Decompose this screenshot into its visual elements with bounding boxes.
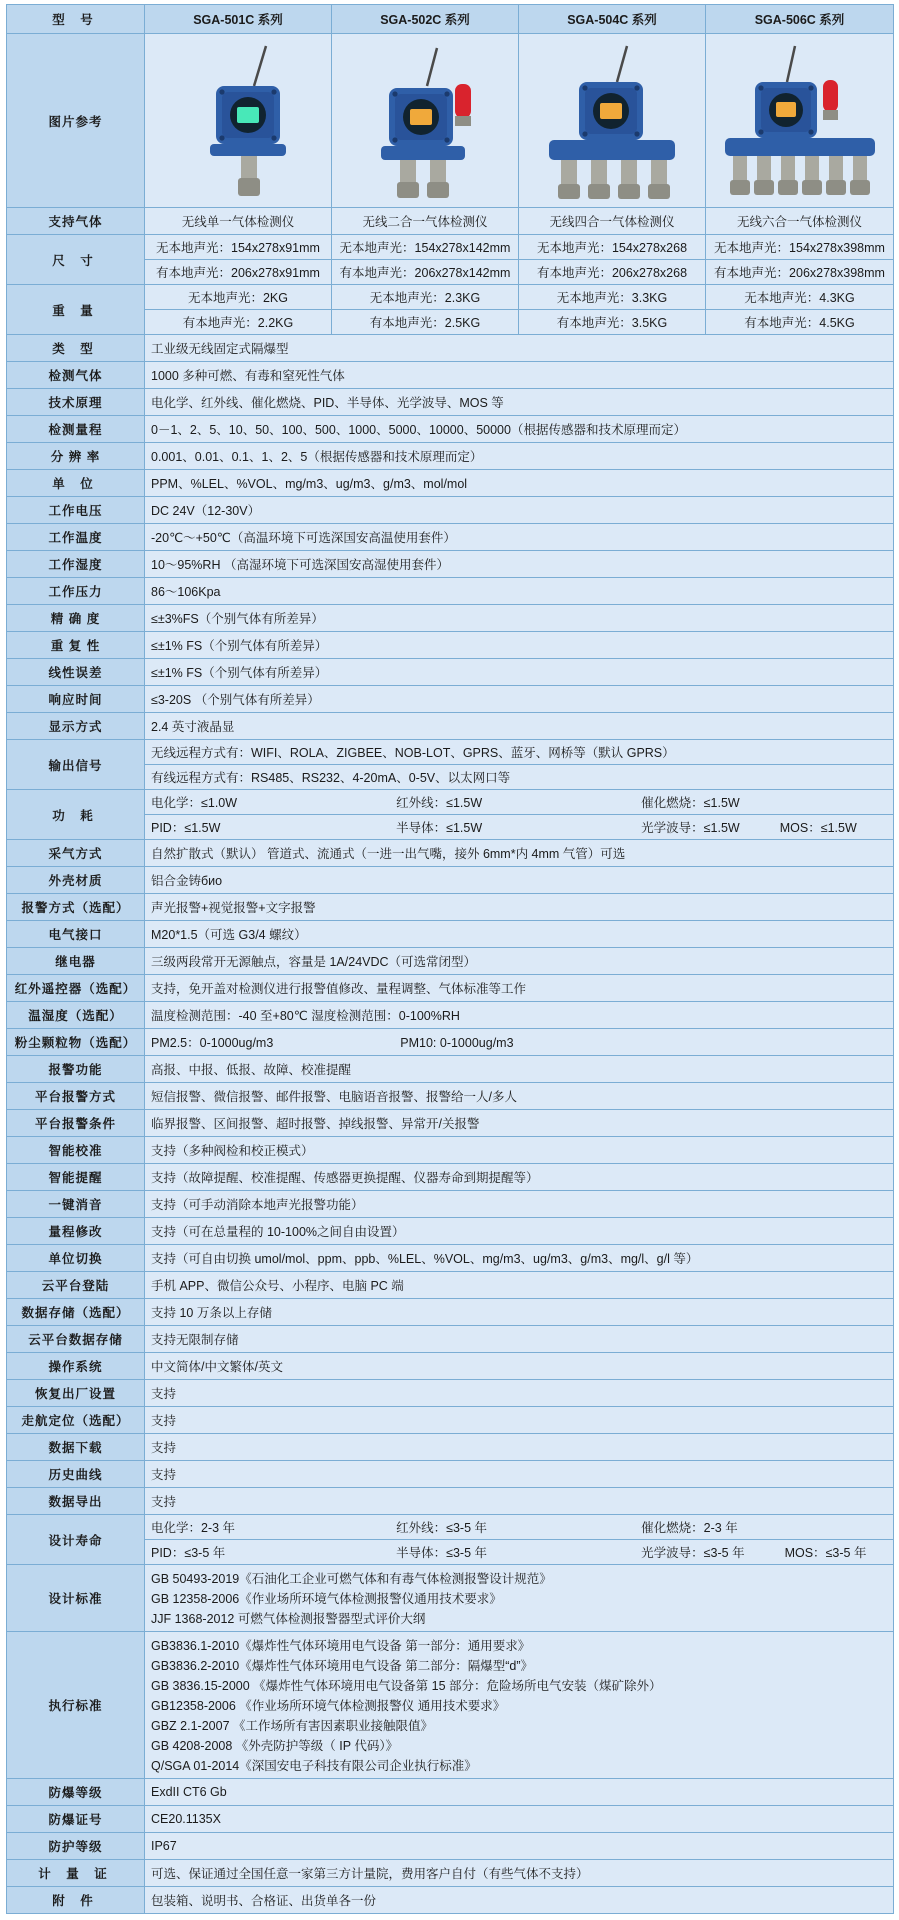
table-row-spec [7, 659, 894, 686]
row-label-alarm-mode: 报警方式（选配） [7, 894, 145, 921]
row-value-cloud-login: 手机 APP、微信公众号、小程序、电脑 PC 端 [145, 1272, 894, 1299]
row-value-alarm-mode: 声光报警+视觉报警+文字报警 [145, 894, 894, 921]
row-value-range-modify: 支持（可在总量程的 10-100%之间自由设置） [145, 1218, 894, 1245]
row-label-unit: 单 位 [7, 470, 145, 497]
row-value-unit-switch: 支持（可自由切换 umol/mol、ppm、ppb、%LEL、%VOL、mg/m3、ug/m3、g/m3、mg/l、g/l 等） [145, 1245, 894, 1272]
life-pid: PID：≤3-5 年 [151, 1546, 226, 1560]
row-value-repeatability: ≤±1% FS（个别气体有所差异） [145, 632, 894, 659]
row-value-accessories: 包装箱、说明书、合格证、出货单各一份 [145, 1887, 894, 1914]
weight-506c-b: 有本地声光：4.5KG [744, 316, 855, 330]
weight-501c-a: 无本地声光：2KG [145, 285, 331, 310]
row-value-range: 0－1、2、5、10、50、100、500、1000、5000、10000、50000（根据传感器和技术原理而定） [145, 416, 894, 443]
row-label-linearity: 线性误差 [7, 659, 145, 686]
row-value-ip-rating: IP67 [145, 1833, 894, 1860]
row-label-temperature: 工作温度 [7, 524, 145, 551]
row-value-output [145, 740, 894, 790]
row-value-os: 中文简体/中文繁体/英文 [145, 1353, 894, 1380]
gas-detector-6-icon [711, 38, 889, 203]
table-row-spec [7, 1380, 894, 1407]
table-row-spec [7, 389, 894, 416]
row-label-image: 图片参考 [7, 34, 145, 208]
weight-504c [519, 285, 706, 335]
product-image-502c [332, 34, 519, 208]
row-label-unit-switch: 单位切换 [7, 1245, 145, 1272]
table-row-spec [7, 1461, 894, 1488]
row-label-data-export: 数据导出 [7, 1488, 145, 1515]
gas-detector-4-icon [527, 38, 697, 203]
power-line-1 [145, 790, 893, 815]
exec-std-line-6: GB 4208-2008 《外壳防护等级（ IP 代码）》 [151, 1739, 399, 1753]
row-value-resolution: 0.001、0.01、0.1、1、2、5（根据传感器和技术原理而定） [145, 443, 894, 470]
row-value-detect-gas: 1000 多种可燃、有毒和窒死性气体 [145, 362, 894, 389]
row-value-metrology-cert: 可选、保证通过全国任意一家第三方计量院，费用客户自付（有些气体不支持） [145, 1860, 894, 1887]
row-label-ex-rating: 防爆等级 [7, 1779, 145, 1806]
life-infrared: 红外线：≤3-5 年 [396, 1521, 487, 1535]
power-infrared: 红外线：≤1.5W [396, 796, 483, 810]
table-row-spec [7, 470, 894, 497]
table-row-spec [7, 1299, 894, 1326]
row-label-mobile-positioning: 走航定位（选配） [7, 1407, 145, 1434]
table-row-spec [7, 497, 894, 524]
row-label-smart-calibration: 智能校准 [7, 1137, 145, 1164]
gas-support-504c: 无线四合一气体检测仪 [519, 208, 706, 235]
row-label-electrical-port: 电气接口 [7, 921, 145, 948]
weight-504c-a: 无本地声光：3.3KG [519, 285, 705, 310]
row-value-electrical-port: M20*1.5（可选 G3/4 螺纹） [145, 921, 894, 948]
power-catalytic: 催化燃烧：≤1.5W [641, 796, 740, 810]
row-value-data-export: 支持 [145, 1488, 894, 1515]
row-label-smart-reminder: 智能提醒 [7, 1164, 145, 1191]
row-value-relay: 三级两段常开无源触点，容量是 1A/24VDC（可选常闭型） [145, 948, 894, 975]
weight-506c-a: 无本地声光：4.3KG [706, 285, 893, 310]
row-label-os: 操作系统 [7, 1353, 145, 1380]
table-row-weight [7, 285, 894, 335]
table-row-spec [7, 1218, 894, 1245]
table-row-spec [7, 362, 894, 389]
row-label-history-curve: 历史曲线 [7, 1461, 145, 1488]
row-value-response-time: ≤3-20S （个别气体有所差异） [145, 686, 894, 713]
table-row-spec [7, 975, 894, 1002]
life-line-1 [145, 1515, 893, 1540]
exec-std-line-5: GBZ 2.1-2007 《工作场所有害因素职业接触限值》 [151, 1719, 433, 1733]
row-value-mute: 支持（可手动消除本地声光报警功能） [145, 1191, 894, 1218]
weight-501c [145, 285, 332, 335]
model-504c: SGA-504C 系列 [519, 5, 706, 34]
table-row-spec [7, 1083, 894, 1110]
row-value-ex-cert: CE20.1135X [145, 1806, 894, 1833]
row-label-principle: 技术原理 [7, 389, 145, 416]
exec-std-line-2: GB3836.2-2010《爆炸性气体环境用电气设备 第二部分：隔爆型“d”》 [151, 1659, 534, 1673]
product-image-504c [519, 34, 706, 208]
table-row-spec [7, 1245, 894, 1272]
row-label-design-standard: 设计标准 [7, 1565, 145, 1632]
row-value-ex-rating: ExdII CT6 Gb [145, 1779, 894, 1806]
weight-504c-b: 有本地声光：3.5KG [556, 316, 668, 330]
table-row-size [7, 235, 894, 285]
row-label-power: 功 耗 [7, 790, 145, 840]
row-label-metrology-cert: 计 量 证 [7, 1860, 145, 1887]
row-value-data-download: 支持 [145, 1434, 894, 1461]
table-row-spec [7, 1002, 894, 1029]
size-501c-b: 有本地声光：206х278х91mm [156, 266, 320, 280]
size-506c [706, 235, 894, 285]
exec-std-line-3: GB 3836.15-2000 《爆炸性气体环境用电气设备第 15 部分：危险场所电气安装（煤矿除外） [151, 1679, 662, 1693]
table-row-dust [7, 1029, 894, 1056]
life-line-2 [145, 1540, 893, 1564]
row-label-detect-gas: 检测气体 [7, 362, 145, 389]
row-value-humidity: 10～95%RH （高湿环境下可选深国安高湿使用套件） [145, 551, 894, 578]
design-std-line-3: JJF 1368-2012 可燃气体检测报警器型式评价大纲 [151, 1612, 426, 1626]
dust-pm10: PM10: 0-1000ug/m3 [400, 1036, 514, 1050]
gas-detector-2-icon [345, 38, 505, 203]
table-row-spec [7, 1191, 894, 1218]
table-row-spec [7, 921, 894, 948]
row-label-voltage: 工作电压 [7, 497, 145, 524]
row-label-design-life: 设计寿命 [7, 1515, 145, 1565]
row-label-cloud-storage: 云平台数据存储 [7, 1326, 145, 1353]
row-label-response-time: 响应时间 [7, 686, 145, 713]
table-row-life [7, 1515, 894, 1565]
row-label-output: 输出信号 [7, 740, 145, 790]
table-row-spec [7, 335, 894, 362]
row-value-mobile-positioning: 支持 [145, 1407, 894, 1434]
row-label-gas-support: 支持气体 [7, 208, 145, 235]
row-label-weight: 重 量 [7, 285, 145, 335]
row-label-alarm-func: 报警功能 [7, 1056, 145, 1083]
row-value-power [145, 790, 894, 840]
row-value-cloud-storage: 支持无限制存储 [145, 1326, 894, 1353]
table-row-spec [7, 1434, 894, 1461]
row-value-dust [145, 1029, 894, 1056]
table-row-gas-support [7, 208, 894, 235]
size-502c-a: 无本地声光：154х278х142mm [332, 235, 518, 260]
table-row-spec [7, 1164, 894, 1191]
row-label-accuracy: 精 确 度 [7, 605, 145, 632]
table-row-spec [7, 1860, 894, 1887]
table-row-spec [7, 1353, 894, 1380]
size-504c [519, 235, 706, 285]
power-pid: PID：≤1.5W [151, 821, 221, 835]
row-value-history-curve: 支持 [145, 1461, 894, 1488]
design-std-line-2: GB 12358-2006《作业场所环境气体检测报警仪通用技术要求》 [151, 1592, 502, 1606]
row-label-ip-rating: 防护等级 [7, 1833, 145, 1860]
row-label-range: 检测量程 [7, 416, 145, 443]
row-value-platform-alarm-cond: 临界报警、区间报警、超时报警、掉线报警、异常开/关报警 [145, 1110, 894, 1137]
row-value-design-life [145, 1515, 894, 1565]
gas-detector-1-icon [158, 38, 318, 203]
table-row-spec [7, 1407, 894, 1434]
power-semiconductor: 半导体：≤1.5W [396, 821, 483, 835]
table-row-exec-standard [7, 1632, 894, 1779]
gas-support-501c: 无线单一气体检测仪 [145, 208, 332, 235]
row-value-alarm-func: 高报、中报、低报、故障、校准提醒 [145, 1056, 894, 1083]
table-row-design-standard [7, 1565, 894, 1632]
table-row-spec [7, 1488, 894, 1515]
life-catalytic: 催化燃烧：2-3 年 [641, 1521, 738, 1535]
exec-std-line-7: Q/SGA 01-2014《深国安电子科技有限公司企业执行标准》 [151, 1759, 477, 1773]
weight-502c-b: 有本地声光：2.5KG [369, 316, 481, 330]
model-502c: SGA-502C 系列 [332, 5, 519, 34]
row-label-model: 型 号 [7, 5, 145, 34]
row-value-pressure: 86～106Kpa [145, 578, 894, 605]
row-value-type: 工业级无线固定式隔爆型 [145, 335, 894, 362]
row-value-linearity: ≤±1% FS（个别气体有所差异） [145, 659, 894, 686]
row-label-temp-humidity: 温湿度（选配） [7, 1002, 145, 1029]
table-row-spec [7, 1326, 894, 1353]
row-value-housing: 铝合金铸био [145, 867, 894, 894]
weight-501c-b: 有本地声光：2.2KG [182, 316, 294, 330]
table-row-spec [7, 1833, 894, 1860]
size-502c-b: 有本地声光：206х278х142mm [339, 266, 511, 280]
row-label-repeatability: 重 复 性 [7, 632, 145, 659]
size-506c-a: 无本地声光：154х278х398mm [706, 235, 893, 260]
table-row-spec [7, 686, 894, 713]
life-electrochemical: 电化学：2-3 年 [151, 1521, 236, 1535]
life-optical: 光学波导：≤3-5 年 MOS：≤3-5 年 [641, 1546, 867, 1560]
row-label-relay: 继电器 [7, 948, 145, 975]
table-row-spec [7, 578, 894, 605]
row-value-ir-remote: 支持，免开盖对检测仪进行报警值修改、量程调整、气体标准等工作 [145, 975, 894, 1002]
size-501c-a: 无本地声光：154х278х91mm [145, 235, 331, 260]
table-row-output [7, 740, 894, 790]
table-row-spec [7, 1779, 894, 1806]
weight-506c [706, 285, 894, 335]
table-row-spec [7, 1887, 894, 1914]
output-wireless: 无线远程方式有：WIFI、ROLA、ZIGBEE、NOB-LOT、GPRS、蓝牙、网桥等（默认 GPRS） [145, 740, 893, 765]
size-506c-b: 有本地声光：206х278х398mm [714, 266, 885, 280]
row-label-sampling: 采气方式 [7, 840, 145, 867]
table-row-spec [7, 1110, 894, 1137]
row-value-factory-reset: 支持 [145, 1380, 894, 1407]
row-value-principle: 电化学、红外线、催化燃烧、PID、半导体、光学波导、MOS 等 [145, 389, 894, 416]
row-value-exec-standard [145, 1632, 894, 1779]
product-image-506c [706, 34, 894, 208]
row-label-platform-alarm-cond: 平台报警条件 [7, 1110, 145, 1137]
design-std-line-1: GB 50493-2019《石油化工企业可燃气体和有毒气体检测报警设计规范》 [151, 1572, 552, 1586]
table-row-spec [7, 1137, 894, 1164]
row-value-display: 2.4 英寸液晶显 [145, 713, 894, 740]
table-row-spec [7, 416, 894, 443]
row-value-accuracy: ≤±3%FS（个别气体有所差异） [145, 605, 894, 632]
table-row-spec [7, 713, 894, 740]
table-row-spec [7, 605, 894, 632]
row-label-mute: 一键消音 [7, 1191, 145, 1218]
row-value-smart-reminder: 支持（故障提醒、校准提醒、传感器更换提醒、仪器寿命到期提醒等） [145, 1164, 894, 1191]
power-electrochemical: 电化学：≤1.0W [151, 796, 238, 810]
model-501c: SGA-501C 系列 [145, 5, 332, 34]
row-value-voltage: DC 24V（12-30V） [145, 497, 894, 524]
row-label-accessories: 附 件 [7, 1887, 145, 1914]
table-row-spec [7, 524, 894, 551]
weight-502c [332, 285, 519, 335]
table-row-model [7, 5, 894, 34]
exec-std-line-4: GB12358-2006 《作业场所环境气体检测报警仪 通用技术要求》 [151, 1699, 506, 1713]
row-value-temp-humidity: 温度检测范围：-40 至+80℃ 湿度检测范围：0-100%RH [145, 1002, 894, 1029]
row-label-cloud-login: 云平台登陆 [7, 1272, 145, 1299]
row-label-platform-alarm-mode: 平台报警方式 [7, 1083, 145, 1110]
product-image-501c [145, 34, 332, 208]
row-label-display: 显示方式 [7, 713, 145, 740]
exec-std-line-1: GB3836.1-2010《爆炸性气体环境用电气设备 第一部分：通用要求》 [151, 1639, 531, 1653]
row-label-exec-standard: 执行标准 [7, 1632, 145, 1779]
table-row-spec [7, 1806, 894, 1833]
row-value-temperature: -20℃～+50℃（高温环境下可选深国安高温使用套件） [145, 524, 894, 551]
table-row-spec [7, 1056, 894, 1083]
row-value-data-storage: 支持 10 万条以上存储 [145, 1299, 894, 1326]
table-row-spec [7, 840, 894, 867]
row-label-size: 尺 寸 [7, 235, 145, 285]
row-label-resolution: 分 辨 率 [7, 443, 145, 470]
row-label-type: 类 型 [7, 335, 145, 362]
size-502c [332, 235, 519, 285]
row-label-pressure: 工作压力 [7, 578, 145, 605]
row-label-factory-reset: 恢复出厂设置 [7, 1380, 145, 1407]
weight-502c-a: 无本地声光：2.3KG [332, 285, 518, 310]
row-value-sampling: 自然扩散式（默认） 管道式、流通式（一进一出气嘴，接外 6mm*内 4mm 气管）可选 [145, 840, 894, 867]
table-row-spec [7, 867, 894, 894]
spec-table [6, 4, 894, 1914]
power-line-2 [145, 815, 893, 839]
size-501c [145, 235, 332, 285]
row-value-platform-alarm-mode: 短信报警、微信报警、邮件报警、电脑语音报警、报警给一人/多人 [145, 1083, 894, 1110]
row-label-ir-remote: 红外遥控器（选配） [7, 975, 145, 1002]
table-row-spec [7, 894, 894, 921]
gas-support-502c: 无线二合一气体检测仪 [332, 208, 519, 235]
row-value-design-standard [145, 1565, 894, 1632]
row-label-range-modify: 量程修改 [7, 1218, 145, 1245]
row-label-data-download: 数据下载 [7, 1434, 145, 1461]
row-value-unit: PPM、%LEL、%VOL、mg/m3、ug/m3、g/m3、mol/mol [145, 470, 894, 497]
row-label-data-storage: 数据存储（选配） [7, 1299, 145, 1326]
row-label-ex-cert: 防爆证号 [7, 1806, 145, 1833]
table-row-spec [7, 551, 894, 578]
table-row-power [7, 790, 894, 840]
life-semiconductor: 半导体：≤3-5 年 [396, 1546, 487, 1560]
row-label-housing: 外壳材质 [7, 867, 145, 894]
dust-pm25: PM2.5：0-1000ug/m3 [151, 1036, 274, 1050]
output-wired: 有线远程方式有：RS485、RS232、4-20mA、0-5V、以太网口等 [151, 771, 511, 785]
table-row-spec [7, 948, 894, 975]
row-label-humidity: 工作湿度 [7, 551, 145, 578]
gas-support-506c: 无线六合一气体检测仪 [706, 208, 894, 235]
table-row-spec [7, 1272, 894, 1299]
size-504c-b: 有本地声光：206х278х268 [536, 266, 688, 280]
power-optical: 光学波导：≤1.5W MOS：≤1.5W [641, 821, 857, 835]
row-label-dust: 粉尘颗粒物（选配） [7, 1029, 145, 1056]
table-row-spec [7, 443, 894, 470]
row-value-smart-calibration: 支持（多种阀检和校正模式） [145, 1137, 894, 1164]
table-row-images [7, 34, 894, 208]
table-row-spec [7, 632, 894, 659]
size-504c-a: 无本地声光：154х278х268 [519, 235, 705, 260]
model-506c: SGA-506C 系列 [706, 5, 894, 34]
